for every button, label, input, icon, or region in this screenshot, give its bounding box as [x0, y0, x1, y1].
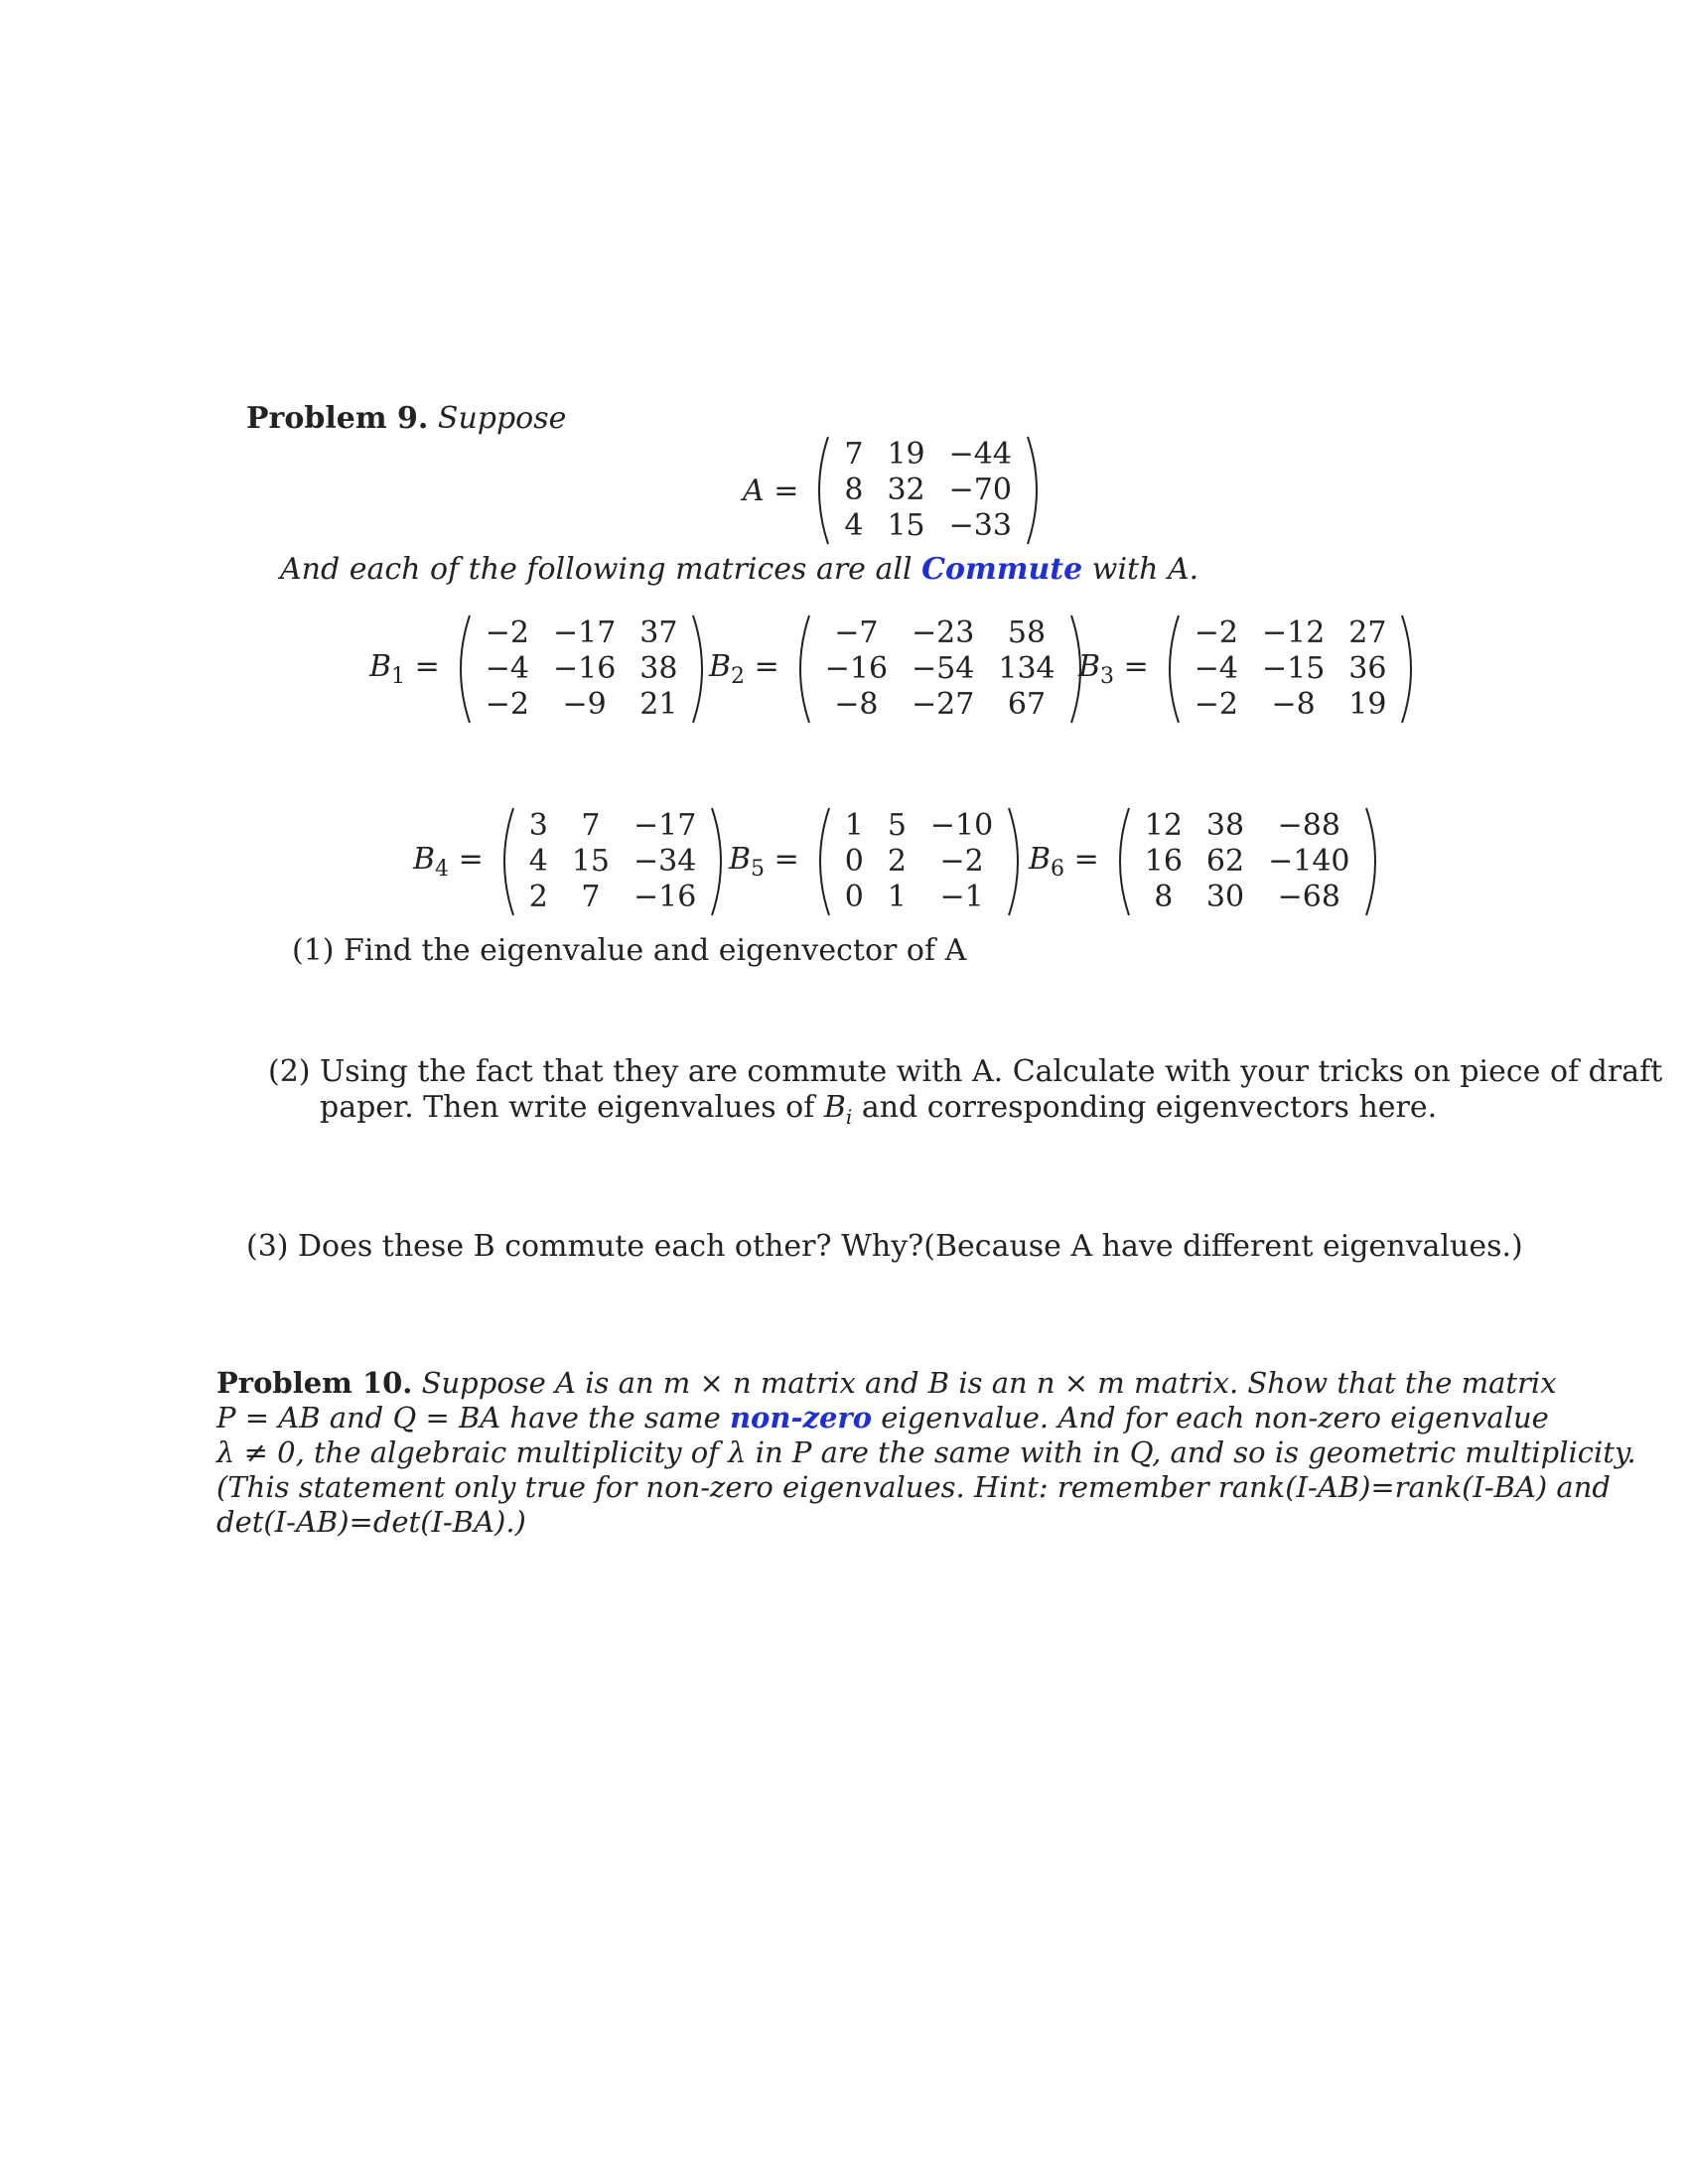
problem-10 — [216, 1366, 1636, 1540]
matrix-b6-cell: −140 — [1268, 844, 1350, 879]
matrix-a-label: A = — [743, 473, 799, 508]
commute-pre: And each of the following matrices are all — [280, 552, 922, 587]
matrix-b2-cell: −27 — [912, 687, 975, 722]
b-i-subscript: i — [845, 1105, 853, 1129]
matrix-b3-grid — [1183, 615, 1399, 723]
matrix-b3-cell: −12 — [1261, 615, 1326, 650]
problem-10-line-2-pre: P = AB and Q = BA have the same — [216, 1401, 730, 1434]
problem-10-line-1-text: Suppose A is an m × n matrix and B is an n × m matrix. Show that the matrix — [421, 1366, 1557, 1400]
right-paren-icon — [1005, 806, 1029, 917]
commute-sentence — [280, 552, 1198, 588]
problem-10-title: Problem 10. — [216, 1366, 413, 1400]
matrix-b4 — [413, 806, 732, 917]
matrix-b4-cell: −34 — [633, 844, 697, 879]
matrix-b1-cell: −2 — [485, 687, 529, 722]
right-paren-icon — [1398, 614, 1422, 725]
matrix-b3-cell: 36 — [1348, 651, 1387, 686]
matrix-b6-grid — [1133, 808, 1362, 915]
problem-10-line-5: det(I-AB)=det(I-BA).) — [216, 1505, 526, 1539]
matrix-b4-grid — [517, 808, 709, 915]
matrix-a-cell: 4 — [844, 508, 864, 543]
problem-10-line-1 — [216, 1366, 1557, 1401]
matrix-b6-cell: 30 — [1205, 880, 1245, 914]
matrix-b6-cell: −88 — [1277, 808, 1340, 843]
left-paren-icon — [789, 614, 813, 725]
problem-10-line-3: λ ≠ 0, the algebraic multiplicity of λ in P are the same with in Q, and so is geometric multiplicity. — [216, 1435, 1636, 1469]
question-2-line-2 — [268, 1090, 1662, 1135]
matrix-b1-cell: 38 — [639, 651, 678, 686]
problem-9-title: Problem 9. — [246, 401, 429, 436]
matrix-b5-cell: −2 — [939, 844, 984, 879]
matrix-b6-cell: 16 — [1144, 844, 1183, 879]
right-paren-icon — [1362, 806, 1386, 917]
problem-10-line-2 — [216, 1401, 1549, 1435]
matrix-b4-cell: −17 — [633, 808, 697, 843]
question-1-number: (1) — [292, 933, 335, 968]
matrix-b3-cell: −2 — [1194, 687, 1238, 722]
left-paren-icon — [1109, 806, 1133, 917]
matrix-b4-cell: 7 — [581, 880, 601, 914]
matrix-a-cell: −44 — [948, 437, 1012, 472]
matrix-b1-cell: 21 — [639, 687, 678, 722]
matrix-b4-cell: 3 — [528, 808, 548, 843]
matrix-b1-cell: 37 — [639, 615, 678, 650]
question-3-number: (3) — [246, 1229, 289, 1264]
right-paren-icon — [1024, 435, 1048, 546]
question-2-line-2-pre: paper. Then write eigenvalues of — [320, 1090, 824, 1125]
problem-10-line-4: (This statement only true for non-zero eigenvalues. Hint: remember rank(I-AB)=rank(I-BA) and — [216, 1470, 1611, 1504]
matrix-b6-cell: 62 — [1205, 844, 1245, 879]
matrix-b5-grid — [833, 808, 1006, 915]
matrix-a-cell: −33 — [948, 508, 1012, 543]
question-2 — [268, 1054, 1662, 1135]
matrix-b1-grid — [474, 615, 690, 723]
matrix-a-cell: 8 — [844, 473, 864, 507]
matrix-b6-cell: 12 — [1144, 808, 1183, 843]
matrix-b4-cell: 7 — [581, 808, 601, 843]
matrix-b5-cell: −10 — [929, 808, 994, 843]
matrix-b3-cell: −2 — [1194, 615, 1238, 650]
question-3 — [246, 1229, 1523, 1265]
left-paren-icon — [450, 614, 474, 725]
matrix-a-cell: 15 — [887, 508, 925, 543]
matrix-b5 — [729, 806, 1029, 917]
problem-9-lead: Suppose — [437, 401, 567, 436]
matrix-b5-cell: −1 — [939, 880, 984, 914]
matrix-b5-label: $B_5$ = — [729, 842, 799, 882]
question-2-number: (2) — [268, 1054, 311, 1089]
matrix-b6-label: $B_6$ = — [1029, 842, 1099, 882]
matrix-b4-cell: −16 — [633, 880, 697, 914]
matrix-b3 — [1078, 614, 1422, 725]
matrix-b2-cell: 67 — [1007, 687, 1047, 722]
matrix-a-cell: −70 — [948, 473, 1012, 507]
matrix-a-grid — [832, 437, 1024, 544]
matrix-b1 — [369, 614, 713, 725]
matrix-b4-cell: 2 — [528, 880, 548, 914]
commute-link[interactable]: Commute — [921, 552, 1083, 587]
matrix-a-cell: 19 — [887, 437, 925, 472]
matrix-b3-cell: 27 — [1348, 615, 1387, 650]
problem-9-heading-line — [246, 401, 566, 437]
matrix-b5-cell: 0 — [844, 880, 864, 914]
matrix-b2 — [709, 614, 1091, 725]
matrix-b1-label: $B_1$ = — [369, 649, 440, 689]
matrix-b3-label: $B_3$ = — [1078, 649, 1149, 689]
matrix-b4-label: $B_4$ = — [413, 842, 484, 882]
matrix-b2-grid — [813, 615, 1067, 723]
matrix-b4-cell: 4 — [528, 844, 548, 879]
matrix-b5-cell: 1 — [887, 880, 907, 914]
matrix-b2-cell: −7 — [834, 615, 879, 650]
matrix-b6-cell: −68 — [1277, 880, 1340, 914]
matrix-b2-cell: −23 — [912, 615, 975, 650]
left-paren-icon — [1159, 614, 1183, 725]
matrix-b2-cell: −8 — [834, 687, 879, 722]
matrix-b6 — [1029, 806, 1386, 917]
matrix-b1-cell: −2 — [485, 615, 529, 650]
matrix-b3-cell: −8 — [1271, 687, 1316, 722]
question-1 — [292, 933, 966, 969]
matrix-a — [743, 435, 1048, 546]
left-paren-icon — [493, 806, 517, 917]
non-zero-link[interactable]: non-zero — [729, 1401, 873, 1434]
matrix-b1-cell: −17 — [552, 615, 617, 650]
matrix-b2-label: $B_2$ = — [709, 649, 779, 689]
matrix-a-cell: 32 — [887, 473, 925, 507]
question-1-text: Find the eigenvalue and eigenvector of A — [344, 933, 967, 968]
matrix-b1-cell: −4 — [485, 651, 529, 686]
left-paren-icon — [808, 435, 832, 546]
matrix-b5-cell: 0 — [844, 844, 864, 879]
matrix-b5-cell: 2 — [887, 844, 907, 879]
question-3-text: Does these B commute each other? Why?(Because A have different eigenvalues.) — [298, 1229, 1523, 1264]
matrix-b1-cell: −9 — [562, 687, 607, 722]
question-2-line-2-post: and corresponding eigenvectors here. — [852, 1090, 1438, 1125]
matrix-b4-cell: 15 — [571, 844, 611, 879]
problem-10-line-2-post: eigenvalue. And for each non-zero eigenvalue — [872, 1401, 1549, 1434]
matrix-b3-cell: −4 — [1194, 651, 1238, 686]
b-i-variable: B — [823, 1090, 846, 1125]
matrix-a-cell: 7 — [844, 437, 864, 472]
left-paren-icon — [809, 806, 833, 917]
matrix-b5-cell: 1 — [844, 808, 864, 843]
matrix-b2-cell: −16 — [824, 651, 889, 686]
matrix-b1-cell: −16 — [552, 651, 617, 686]
matrix-b2-cell: 134 — [998, 651, 1055, 686]
matrix-b6-cell: 38 — [1205, 808, 1245, 843]
matrix-b6-cell: 8 — [1154, 880, 1174, 914]
matrix-b3-cell: 19 — [1348, 687, 1387, 722]
commute-post: with A. — [1082, 552, 1199, 587]
question-2-line-1: Using the fact that they are commute with A. Calculate with your tricks on piece of draft — [320, 1054, 1663, 1089]
matrix-b2-cell: −54 — [912, 651, 975, 686]
matrix-b2-cell: 58 — [1007, 615, 1047, 650]
matrix-b5-cell: 5 — [887, 808, 907, 843]
matrix-b3-cell: −15 — [1261, 651, 1326, 686]
